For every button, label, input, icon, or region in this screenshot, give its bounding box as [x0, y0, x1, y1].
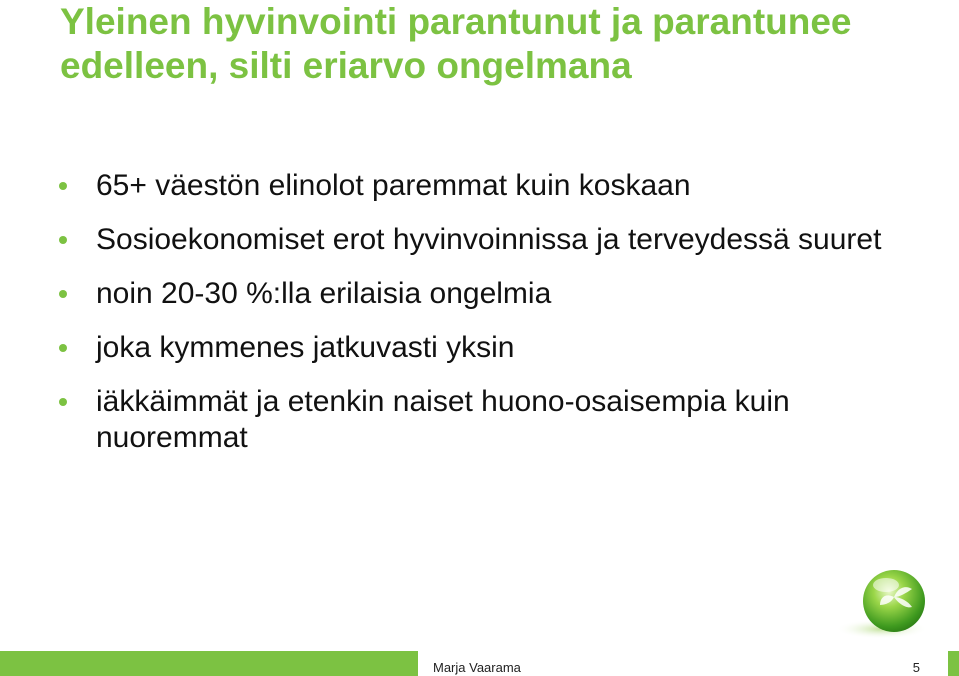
- bullet-item: [56, 384, 936, 456]
- bullet-item: [56, 168, 936, 204]
- bullet-text: noin 20-30 %:lla erilaisia ongelmia: [96, 277, 552, 310]
- slide-title: Yleinen hyvinvointi parantunut ja parantunee edelleen, silti eriarvo ongelmana: [60, 1, 852, 86]
- bullet-dot-icon: [59, 398, 67, 406]
- bullet-text: joka kymmenes jatkuvasti yksin: [96, 331, 515, 364]
- bullet-text: Sosioekonomiset erot hyvinvoinnissa ja terveydessä suuret: [96, 223, 882, 256]
- bullet-item: [56, 330, 936, 366]
- bullet-dot-icon: [59, 182, 67, 190]
- bullet-list: [56, 168, 936, 474]
- bullet-dot-icon: [59, 290, 67, 298]
- bullet-dot-icon: [59, 236, 67, 244]
- bullet-item: [56, 222, 936, 258]
- bullet-dot-icon: [59, 344, 67, 352]
- bullet-item: [56, 276, 936, 312]
- green-orb-icon: [834, 567, 934, 641]
- page-number: 5: [912, 660, 920, 675]
- bullet-text: iäkkäimmät ja etenkin naiset huono-osaisempia kuin nuoremmat: [96, 385, 790, 454]
- bullet-text: 65+ väestön elinolot paremmat kuin koskaan: [96, 169, 691, 202]
- footer-author: Marja Vaarama: [433, 660, 521, 675]
